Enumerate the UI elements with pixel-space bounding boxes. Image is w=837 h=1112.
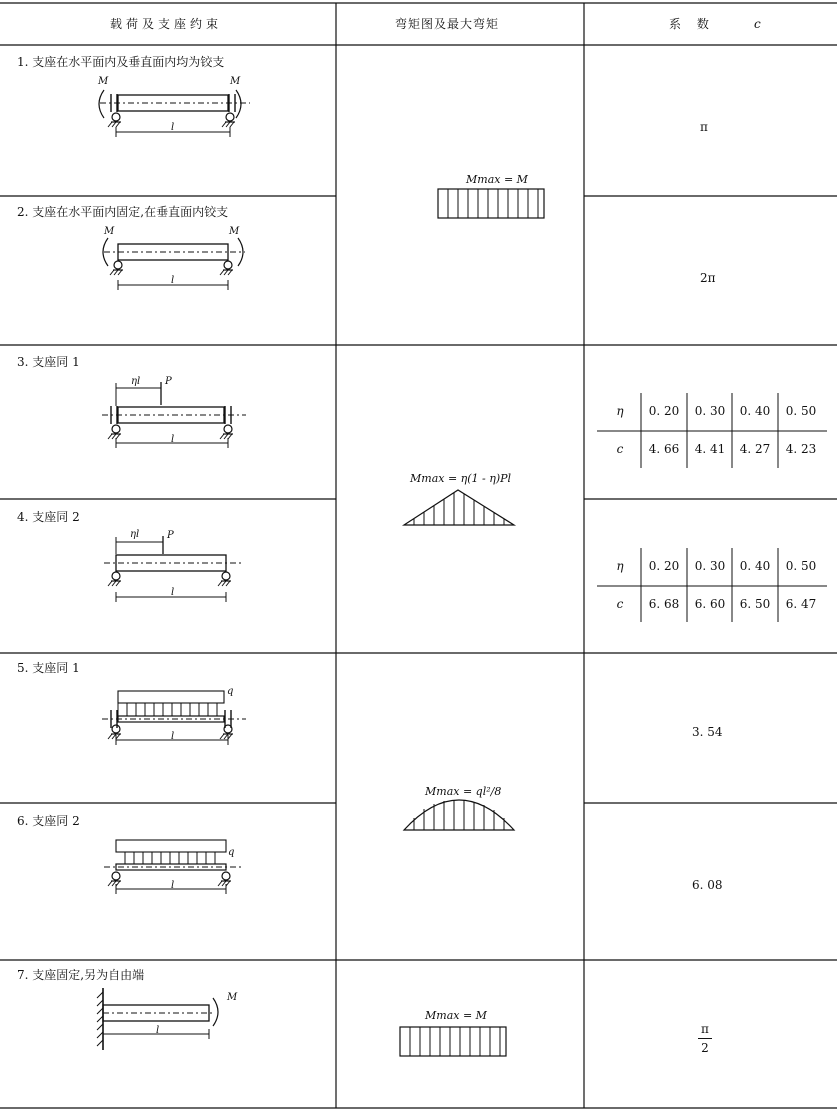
coef-row-7-numerator: π [701, 1022, 709, 1036]
coef-row-1: π [700, 120, 708, 134]
label-p-3: P [165, 376, 172, 387]
eta-3-row-label-eta: η [616, 404, 624, 418]
coef-row-2: 2π [700, 271, 716, 285]
eta-4-row-label-eta: η [616, 559, 624, 573]
eta-3-eta-3: 0. 50 [785, 404, 817, 418]
label-l-4: l [171, 587, 175, 598]
row-1-caption: 1. 支座在水平面内及垂直面内均为铰支 [17, 55, 225, 69]
label-q-5: q [227, 686, 234, 697]
eta-4-c-0: 6. 68 [648, 597, 680, 611]
fraction-bar [698, 1038, 712, 1039]
beam-diagram-1 [99, 90, 250, 137]
coef-row-5: 3. 54 [692, 725, 723, 739]
label-q-6: q [228, 847, 235, 858]
moment-diagram-triangle [404, 490, 514, 525]
eta-4-c-1: 6. 60 [694, 597, 726, 611]
coef-row-7-denominator: 2 [701, 1041, 709, 1055]
eta-4-eta-2: 0. 40 [739, 559, 771, 573]
label-m-left-2: M [104, 226, 115, 237]
moment-label-triangle: Mmax = η(1 - η)Pl [410, 472, 512, 485]
eta-4-eta-3: 0. 50 [785, 559, 817, 573]
eta-4-row-label-c: c [616, 597, 624, 611]
label-l-1: l [171, 122, 175, 133]
moment-label-parabola: Mmax = ql²/8 [425, 785, 502, 798]
eta-3-eta-0: 0. 20 [648, 404, 680, 418]
label-m-left-1: M [98, 76, 109, 87]
row-7-caption: 7. 支座固定,另为自由端 [17, 968, 145, 982]
eta-4-eta-0: 0. 20 [648, 559, 680, 573]
eta-4-eta-1: 0. 30 [694, 559, 726, 573]
row-5-caption: 5. 支座同 1 [17, 661, 80, 675]
moment-label-uniform: Mmax = M [466, 173, 528, 186]
row-3-caption: 3. 支座同 1 [17, 355, 80, 369]
moment-diagram-uniform-2 [400, 1027, 506, 1056]
label-m-right-2: M [229, 226, 240, 237]
label-eta-l-3: ηl [131, 376, 141, 387]
label-l-2: l [171, 275, 175, 286]
moment-diagram-parabola [404, 800, 514, 830]
eta-3-row-label-c: c [616, 442, 624, 456]
row-6-caption: 6. 支座同 2 [17, 814, 80, 828]
label-l-5: l [171, 731, 175, 742]
eta-3-eta-1: 0. 30 [694, 404, 726, 418]
moment-label-uniform-2: Mmax = M [425, 1009, 487, 1022]
coef-row-6: 6. 08 [692, 878, 723, 892]
label-l-6: l [171, 880, 175, 891]
eta-3-c-1: 4. 41 [694, 442, 726, 456]
eta-3-c-0: 4. 66 [648, 442, 680, 456]
row-4-caption: 4. 支座同 2 [17, 510, 80, 524]
eta-4-c-3: 6. 47 [785, 597, 817, 611]
eta-3-c-2: 4. 27 [739, 442, 771, 456]
moment-diagram-uniform [438, 189, 544, 218]
eta-3-eta-2: 0. 40 [739, 404, 771, 418]
coef-row-7-fraction [698, 1022, 712, 1055]
label-m-right-1: M [230, 76, 241, 87]
header-coef-symbol: c [754, 17, 765, 31]
label-eta-l-4: ηl [130, 529, 140, 540]
row-2-caption: 2. 支座在水平面内固定,在垂直面内铰支 [17, 205, 229, 219]
beam-diagram-7 [97, 988, 218, 1050]
eta-4-c-2: 6. 50 [739, 597, 771, 611]
label-p-4: P [167, 530, 174, 541]
eta-3-c-3: 4. 23 [785, 442, 817, 456]
header-coef: 系 数 [669, 17, 715, 31]
label-l-7: l [156, 1025, 160, 1036]
header-moment: 弯矩图及最大弯矩 [395, 17, 500, 31]
label-l-3: l [171, 434, 175, 445]
header-load-support: 载荷及支座约束 [110, 17, 223, 31]
label-m-7: M [227, 992, 238, 1003]
